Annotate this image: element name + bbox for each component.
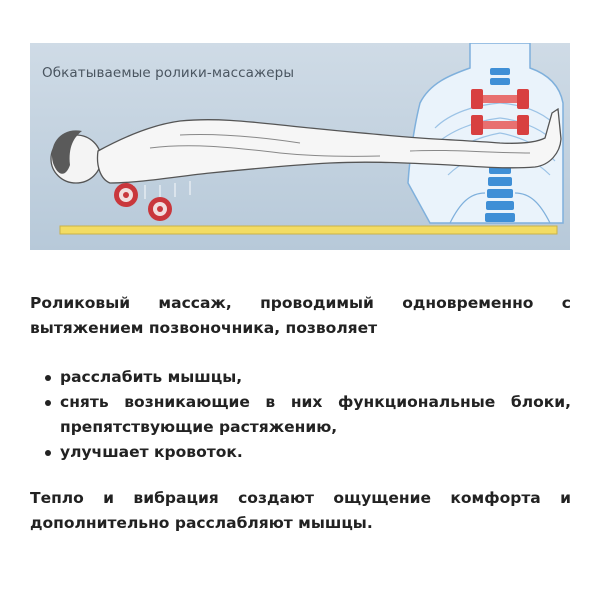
benefits-list [30,365,571,465]
illustration-caption: Обкатываемые ролики-массажеры [42,65,295,81]
list-item-text: улучшает кровоток. [60,443,243,461]
list-item [30,440,571,465]
bullet-icon [45,375,51,381]
intro-paragraph: Роликовый массаж, проводимый одновременно с вытяжением позвоночника, позволяет [30,294,571,337]
massage-illustration [30,43,570,250]
bullet-icon [45,450,51,456]
spine-back-diagram-icon [408,43,570,223]
bullet-icon [45,400,51,406]
massage-table [60,226,557,234]
list-item-text: расслабить мышцы, [60,368,243,386]
list-item-text: снять возникающие в них функциональные блоки, препятствующие растяжению, [60,393,571,436]
massage-roller-icon [114,183,172,221]
closing-paragraph: Тепло и вибрация создают ощущение комфорта и дополнительно расслабляют мышцы. [30,489,571,532]
list-item [30,390,571,440]
list-item [30,365,571,390]
